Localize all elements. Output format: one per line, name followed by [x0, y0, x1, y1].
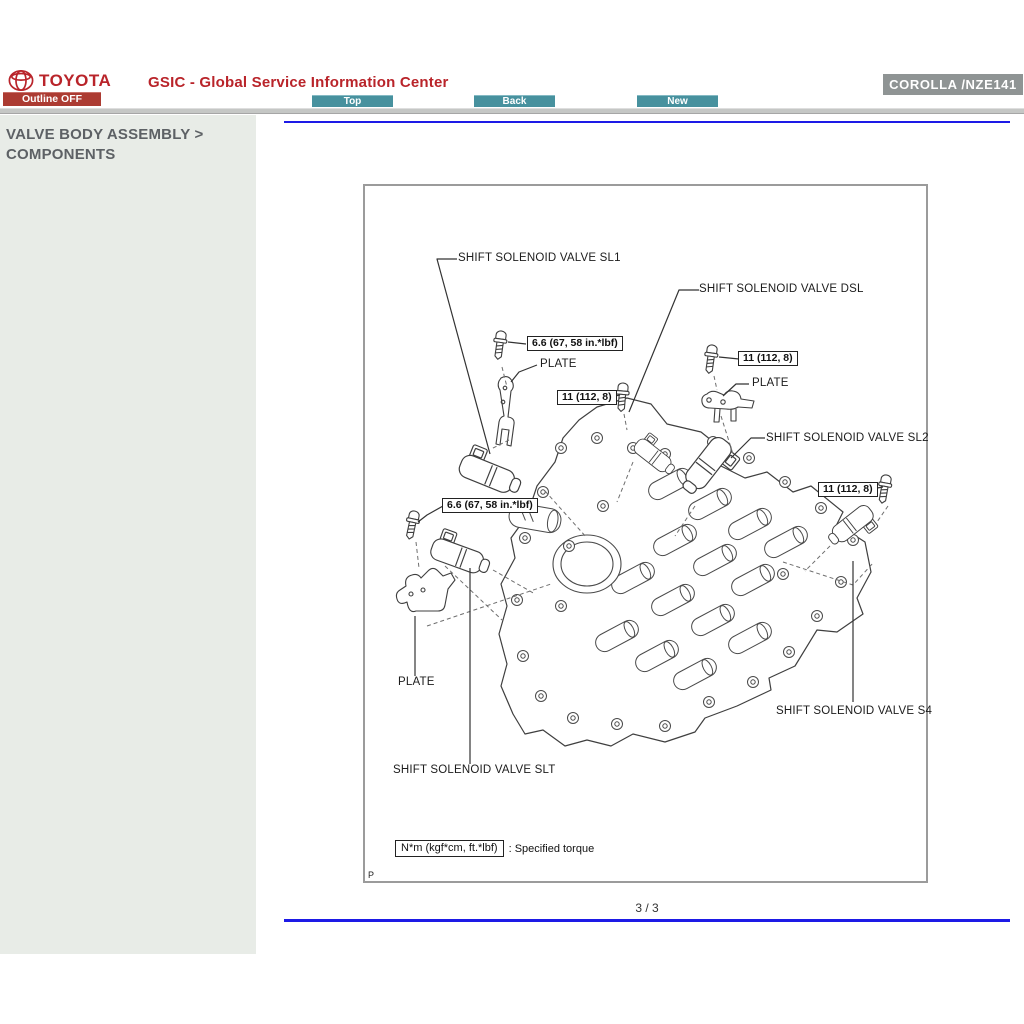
back-button[interactable]: Back	[474, 95, 555, 107]
solenoid-sl1-drawing	[457, 443, 528, 498]
torque-spec-plate-bolt: 11 (112, 8)	[738, 351, 798, 366]
label-solenoid-s4: SHIFT SOLENOID VALVE S4	[776, 705, 933, 717]
torque-legend	[395, 840, 594, 857]
bolt-slt-icon	[403, 510, 422, 541]
torque-unit-box: N*m (kgf*cm, ft.*lbf)	[395, 840, 504, 857]
top-button[interactable]: Top	[312, 95, 393, 107]
plate-dsl-drawing	[702, 391, 754, 422]
bolt-s4-icon	[876, 474, 894, 504]
new-button[interactable]: New	[637, 95, 718, 107]
torque-legend-text: : Specified torque	[508, 842, 595, 855]
toyota-logo	[8, 70, 111, 91]
section-heading: VALVE BODY ASSEMBLY > COMPONENTS	[6, 126, 204, 163]
outline-toggle-button[interactable]: Outline OFF	[3, 92, 101, 106]
toyota-wordmark: TOYOTA	[39, 70, 112, 90]
torque-spec-sl1-bolt: 6.6 (67, 58 in.*lbf)	[527, 336, 623, 351]
toyota-emblem-icon	[8, 70, 34, 91]
bolt-plate-icon	[702, 344, 719, 374]
page-title: GSIC - Global Service Information Center	[148, 74, 449, 91]
sidebar	[0, 115, 256, 954]
content-top-rule	[284, 121, 1010, 123]
label-plate-2: PLATE	[752, 377, 789, 389]
label-solenoid-sl2: SHIFT SOLENOID VALVE SL2	[766, 432, 929, 444]
page-indicator: 3 / 3	[635, 901, 659, 915]
solenoid-slt-drawing	[428, 527, 495, 578]
plate-sl1-drawing	[496, 377, 514, 446]
torque-spec-slt-bolt: 6.6 (67, 58 in.*lbf)	[442, 498, 538, 513]
page-marker: P	[368, 870, 375, 880]
label-solenoid-slt: SHIFT SOLENOID VALVE SLT	[393, 764, 556, 776]
components-diagram	[363, 184, 933, 883]
torque-spec-dsl-bolt: 11 (112, 8)	[557, 390, 617, 405]
label-plate-1: PLATE	[540, 358, 577, 370]
torque-spec-s4-bolt: 11 (112, 8)	[818, 482, 878, 497]
bolt-sl1-icon	[491, 330, 508, 360]
plate-slt-drawing	[396, 569, 455, 612]
label-solenoid-dsl: SHIFT SOLENOID VALVE DSL	[699, 283, 864, 295]
content-bottom-rule	[284, 919, 1010, 922]
header-divider	[0, 108, 1024, 114]
label-plate-3: PLATE	[398, 676, 435, 688]
vehicle-badge: COROLLA /NZE141	[883, 74, 1023, 95]
label-solenoid-sl1: SHIFT SOLENOID VALVE SL1	[458, 252, 621, 264]
